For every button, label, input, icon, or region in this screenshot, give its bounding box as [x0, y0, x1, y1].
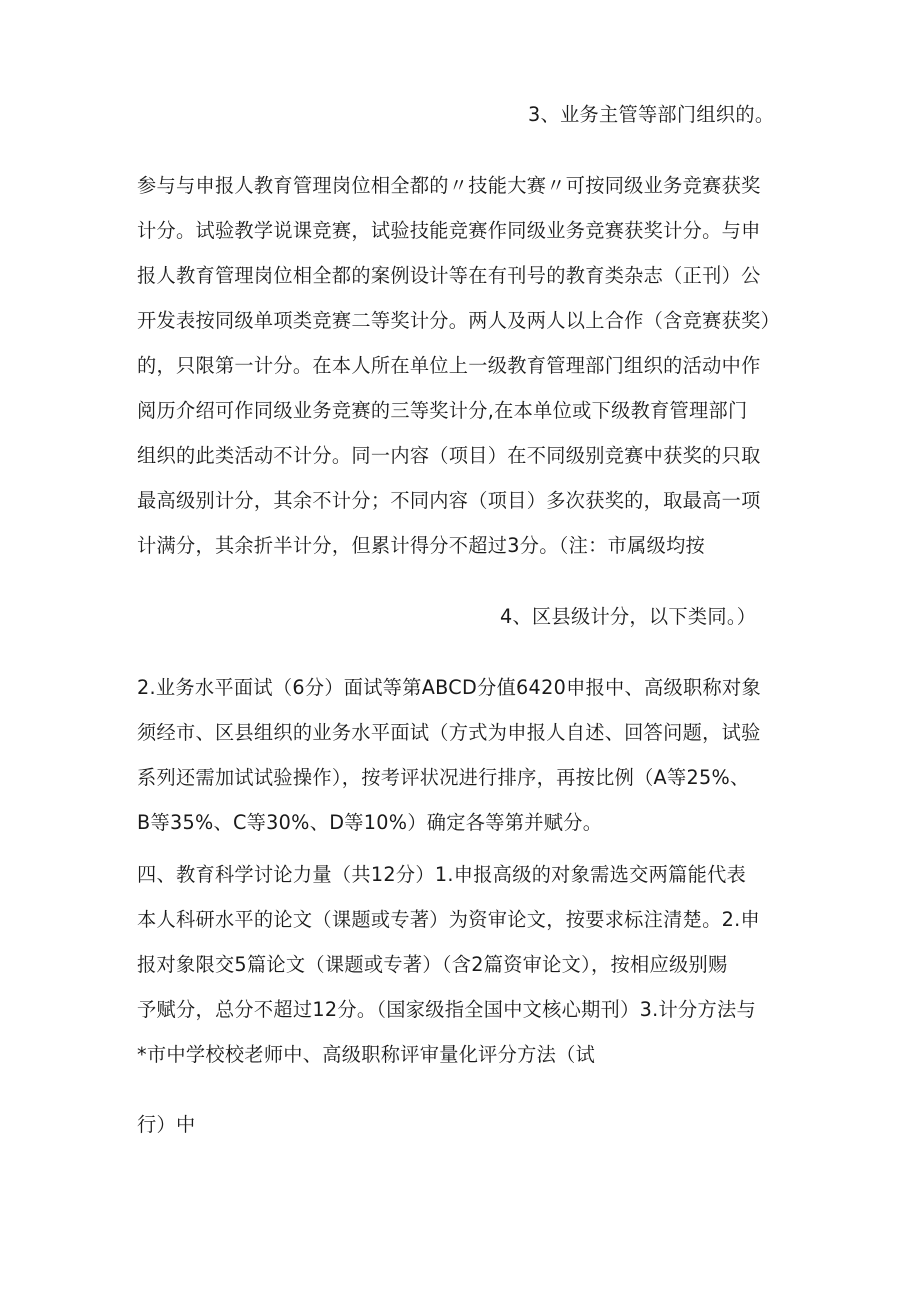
paragraph-line: 系列还需加试试验操作），按考评状况进行排序，再按比例（A等25%、 — [137, 766, 750, 789]
paragraph-line: 的，只限第一计分。在本人所在单位上一级教育管理部门组织的活动中作 — [137, 354, 761, 377]
paragraph-line: 组织的此类活动不计分。同一内容（项目）在不同级别竞赛中获奖的只取 — [137, 444, 761, 467]
paragraph-line: 开发表按同级单项类竞赛二等奖计分。两人及两人以上合作（含竞赛获奖） — [137, 309, 781, 332]
paragraph-line: 报人教育管理岗位相全都的案例设计等在有刊号的教育类杂志（正刊）公 — [137, 264, 761, 287]
paragraph-line: 本人科研水平的论文（课题或专著）为资审论文，按要求标注清楚。2.申 — [137, 908, 761, 931]
paragraph-line: 参与与申报人教育管理岗位相全都的〃技能大赛〃可按同级业务竞赛获奖 — [137, 174, 761, 197]
paragraph-line: 阅历介绍可作同级业务竞赛的三等奖计分,在本单位或下级教育管理部门 — [137, 399, 748, 422]
paragraph-line: 报对象限交5篇论文（课题或专著）（含2篇资审论文），按相应级别赐 — [137, 953, 728, 976]
paragraph-line: 最高级别计分，其余不计分；不同内容（项目）多次获奖的，取最高一项 — [137, 489, 761, 512]
paragraph-line: 须经市、区县组织的业务水平面试（方式为申报人自述、回答问题，试验 — [137, 721, 761, 744]
paragraph-line: 2.业务水平面试（6分）面试等第ABCD分值6420申报中、高级职称对象 — [137, 676, 761, 699]
paragraph-line: *市中学校校老师中、高级职称评审量化评分方法（试 — [137, 1043, 596, 1066]
paragraph-line: 予赋分，总分不超过12分。（国家级指全国中文核心期刊）3.计分方法与 — [137, 998, 756, 1021]
paragraph-line: 计满分，其余折半计分，但累计得分不超过3分。（注：市属级均按 — [137, 534, 706, 557]
heading-item-3: 3、业务主管等部门组织的。 — [528, 103, 775, 126]
paragraph-line: 四、教育科学讨论力量（共12分）1.申报高级的对象需选交两篇能代表 — [137, 863, 747, 886]
paragraph-line: 计分。试验教学说课竞赛，试验技能竞赛作同级业务竞赛获奖计分。与申 — [137, 219, 761, 242]
item-4: 4、区县级计分，以下类同。） — [500, 605, 757, 628]
trailing-line: 行）中 — [137, 1113, 196, 1136]
paragraph-line: B等35%、C等30%、D等10%）确定各等第并赋分。 — [137, 811, 603, 834]
